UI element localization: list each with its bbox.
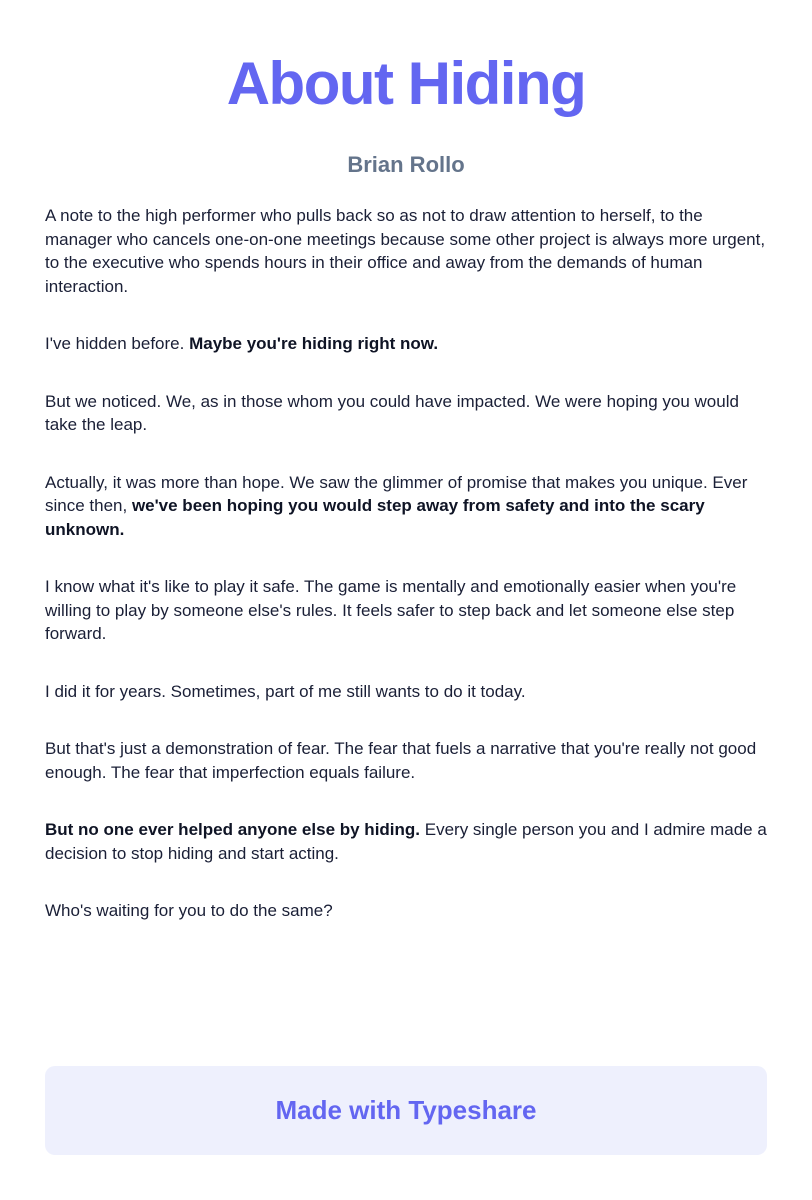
paragraph-emphasis: But no one ever helped anyone else by hiding. — [45, 820, 421, 839]
paragraph-9 — [45, 899, 769, 923]
paragraph-text: I did it for years. Sometimes, part of me still wants to do it today. — [45, 681, 526, 701]
paragraph-8 — [45, 818, 769, 865]
paragraph-3 — [45, 390, 769, 437]
paragraph-text: I know what it's like to play it safe. The game is mentally and emotionally easier when you're willing to play by someone else's rules. It feels safer to step back and let someone else step forward. — [45, 577, 737, 643]
paragraph-5 — [45, 575, 769, 646]
paragraph-text: But we noticed. We, as in those whom you could have impacted. We were hoping you would take the leap. — [45, 391, 739, 434]
paragraph-text: But that's just a demonstration of fear. The fear that fuels a narrative that you're really not good enough. The fear that imperfection equals failure. — [45, 739, 757, 782]
paragraph-text: Actually, it was more than hope. We saw the glimmer of promise that makes you unique. Ever since then, — [45, 472, 748, 515]
paragraph-2 — [45, 332, 769, 356]
paragraph-6 — [45, 680, 769, 704]
paragraph-4 — [45, 471, 769, 542]
paragraph-1 — [45, 204, 769, 298]
paragraph-text: Every single person you and I admire made a decision to stop hiding and start acting. — [45, 820, 767, 863]
typeshare-footer-banner[interactable] — [45, 1066, 767, 1155]
paragraph-emphasis: we've been hoping you would step away from safety and into the scary unknown. — [45, 496, 705, 539]
paragraph-emphasis: Maybe you're hiding right now. — [189, 334, 439, 353]
article-title: About Hiding — [226, 50, 586, 117]
paragraph-text: A note to the high performer who pulls back so as not to draw attention to herself, to the manager who cancels one-on-one meetings because some other project is always more urgent, to the executive who spends hours in their office and away from the demands of human interaction. — [45, 206, 766, 296]
article-author: Brian Rollo — [347, 152, 465, 177]
paragraph-7 — [45, 737, 769, 784]
paragraph-text: I've hidden before. — [45, 334, 190, 353]
footer-label: Made with Typeshare — [275, 1095, 537, 1125]
article-body — [45, 204, 769, 957]
paragraph-text: Who's waiting for you to do the same? — [45, 901, 333, 920]
